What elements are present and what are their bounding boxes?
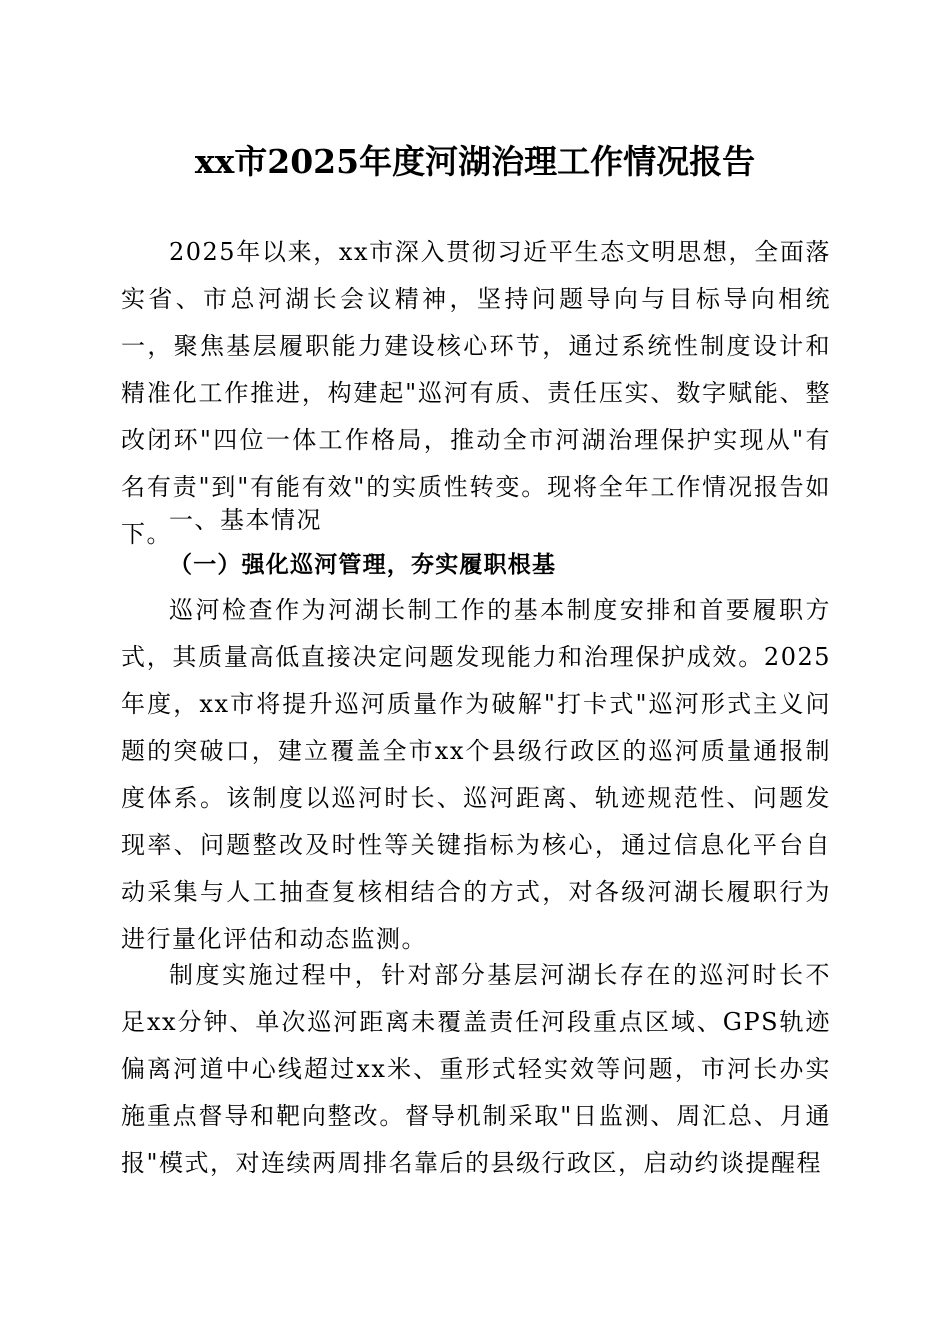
paragraph-implementation: 制度实施过程中，针对部分基层河湖长存在的巡河时长不足xx分钟、单次巡河距离未覆盖责任河段重点区域、GPS轨迹偏离河道中心线超过xx米、重形式轻实效等问题，市河长办实施重点督导和靶向整改。督导机制采取"日监测、周汇总、月通报"模式，对连续两周排名靠后的县级行政区，启动约谈提醒程 (121, 961, 831, 1177)
subsection-heading-patrol-management: （一）强化巡河管理，夯实履职根基 (169, 551, 557, 578)
section-heading-basic-situation: 一、基本情况 (169, 506, 322, 534)
paragraph-patrol-inspection: 巡河检查作为河湖长制工作的基本制度安排和首要履职方式，其质量高低直接决定问题发现能力和治理保护成效。2025年度，xx市将提升巡河质量作为破解"打卡式"巡河形式主义问题的突破口，建立覆盖全市xx个县级行政区的巡河质量通报制度体系。该制度以巡河时长、巡河距离、轨迹规范性、问题发现率、问题整改及时性等关键指标为核心，通过信息化平台自动采集与人工抽查复核相结合的方式，对各级河湖长履职行为进行量化评估和动态监测。 (121, 596, 831, 953)
intro-paragraph: 2025年以来，xx市深入贯彻习近平生态文明思想，全面落实省、市总河湖长会议精神，坚持问题导向与目标导向相统一，聚焦基层履职能力建设核心环节，通过系统性制度设计和精准化工作推进，构建起"巡河有质、责任压实、数字赋能、整改闭环"四位一体工作格局，推动全市河湖治理保护实现从"有名有责"到"有能有效"的实质性转变。现将全年工作情况报告如下。 (121, 238, 831, 548)
document-title: xx市2025年度河湖治理工作情况报告 (194, 142, 756, 181)
